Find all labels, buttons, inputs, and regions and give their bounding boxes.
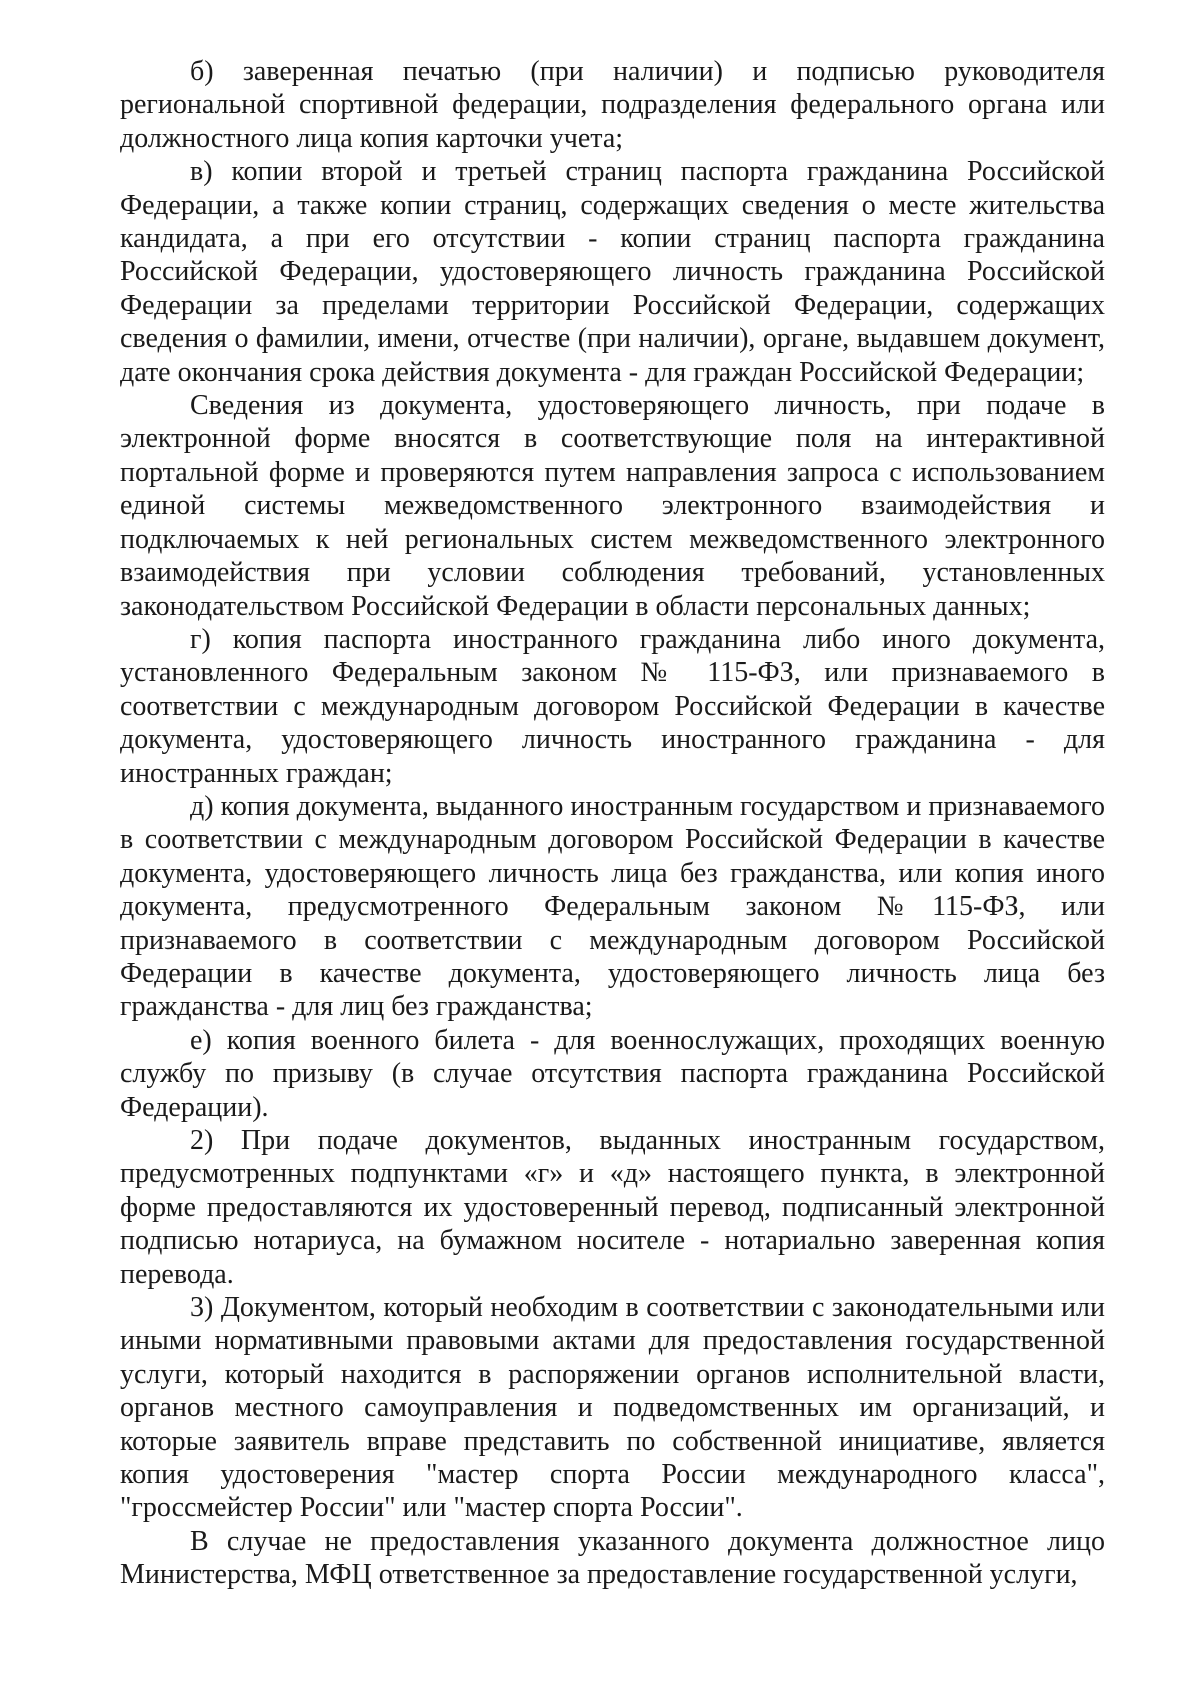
paragraph-2-translation: 2) При подаче документов, выданных иностранным государством, предусмотренных подпунктами «г» и «д» настоящего пункта, в электронной форме предоставляются их удостоверенный перевод, подписанный электронной подписью нотариуса, на бумажном носителе - нотариально заверенная копия перевода. [120, 1125, 1105, 1290]
paragraph-identity-data-electronic: Сведения из документа, удостоверяющего личность, при подаче в электронной форме вносятся в соответствующие поля на интерактивной портальной форме и проверяются путем направления запроса с использованием единой системы межведомственного электронного взаимодействия и подключаемых к ней региональных систем межведомственного электронного взаимодействия при условии соблюдения требований, установленных законодательством Российской Федерации в области персональных данных; [120, 390, 1105, 622]
paragraph-v-passport-pages: в) копии второй и третьей страниц паспорта гражданина Российской Федерации, а также копии страниц, содержащих сведения о месте жительства кандидата, а при его отсутствии - копии страниц паспорта гражданина Российской Федерации, удостоверяющего личность гражданина Российской Федерации за пределами территории Российской Федерации, содержащих сведения о фамилии, имени, отчестве (при наличии), органе, выдавшем документ, дате окончания срока действия документа - для граждан Российской Федерации; [120, 156, 1105, 388]
paragraph-g-foreign-passport: г) копия паспорта иностранного гражданина либо иного документа, установленного Федеральным законом № 115-ФЗ, или признаваемого в соответствии с международным договором Российской Федерации в качестве документа, удостоверяющего личность иностранного гражданина - для иностранных граждан; [120, 623, 1105, 789]
paragraph-b-certified-card-copy: б) заверенная печатью (при наличии) и подписью руководителя региональной спортивной федерации, подразделения федерального органа или должностного лица копия карточки учета; [120, 56, 1105, 154]
paragraph-e-military-id: е) копия военного билета - для военнослужащих, проходящих военную службу по призыву (в случае отсутствия паспорта гражданина Российской Федерации). [120, 1024, 1105, 1123]
paragraph-3-certificate-copy: 3) Документом, который необходим в соответствии с законодательными или иными нормативными правовыми актами для предоставления государственной услуги, который находится в распоряжении органов исполнительной власти, органов местного самоуправления и подведомственных им организаций, и которые заявитель вправе представить по собственной инициативе, является копия удостоверения "мастер спорта России международного класса", "гроссмейстер России" или "мастер спорта России". [120, 1292, 1105, 1524]
document-page [120, 55, 1105, 1592]
paragraph-d-stateless-document: д) копия документа, выданного иностранным государством и признаваемого в соответствии с международным договором Российской Федерации в качестве документа, удостоверяющего личность лица без гражданства, или копия иного документа, предусмотренного Федеральным законом №115-ФЗ, или признаваемого в соответствии с международным договором Российской Федерации в качестве документа, удостоверяющего личность лица без гражданства - для лиц без гражданства; [120, 790, 1105, 1023]
paragraph-non-provision: В случае не предоставления указанного документа должностное лицо Министерства, МФЦ ответственное за предоставление государственной услуги, [120, 1525, 1105, 1591]
